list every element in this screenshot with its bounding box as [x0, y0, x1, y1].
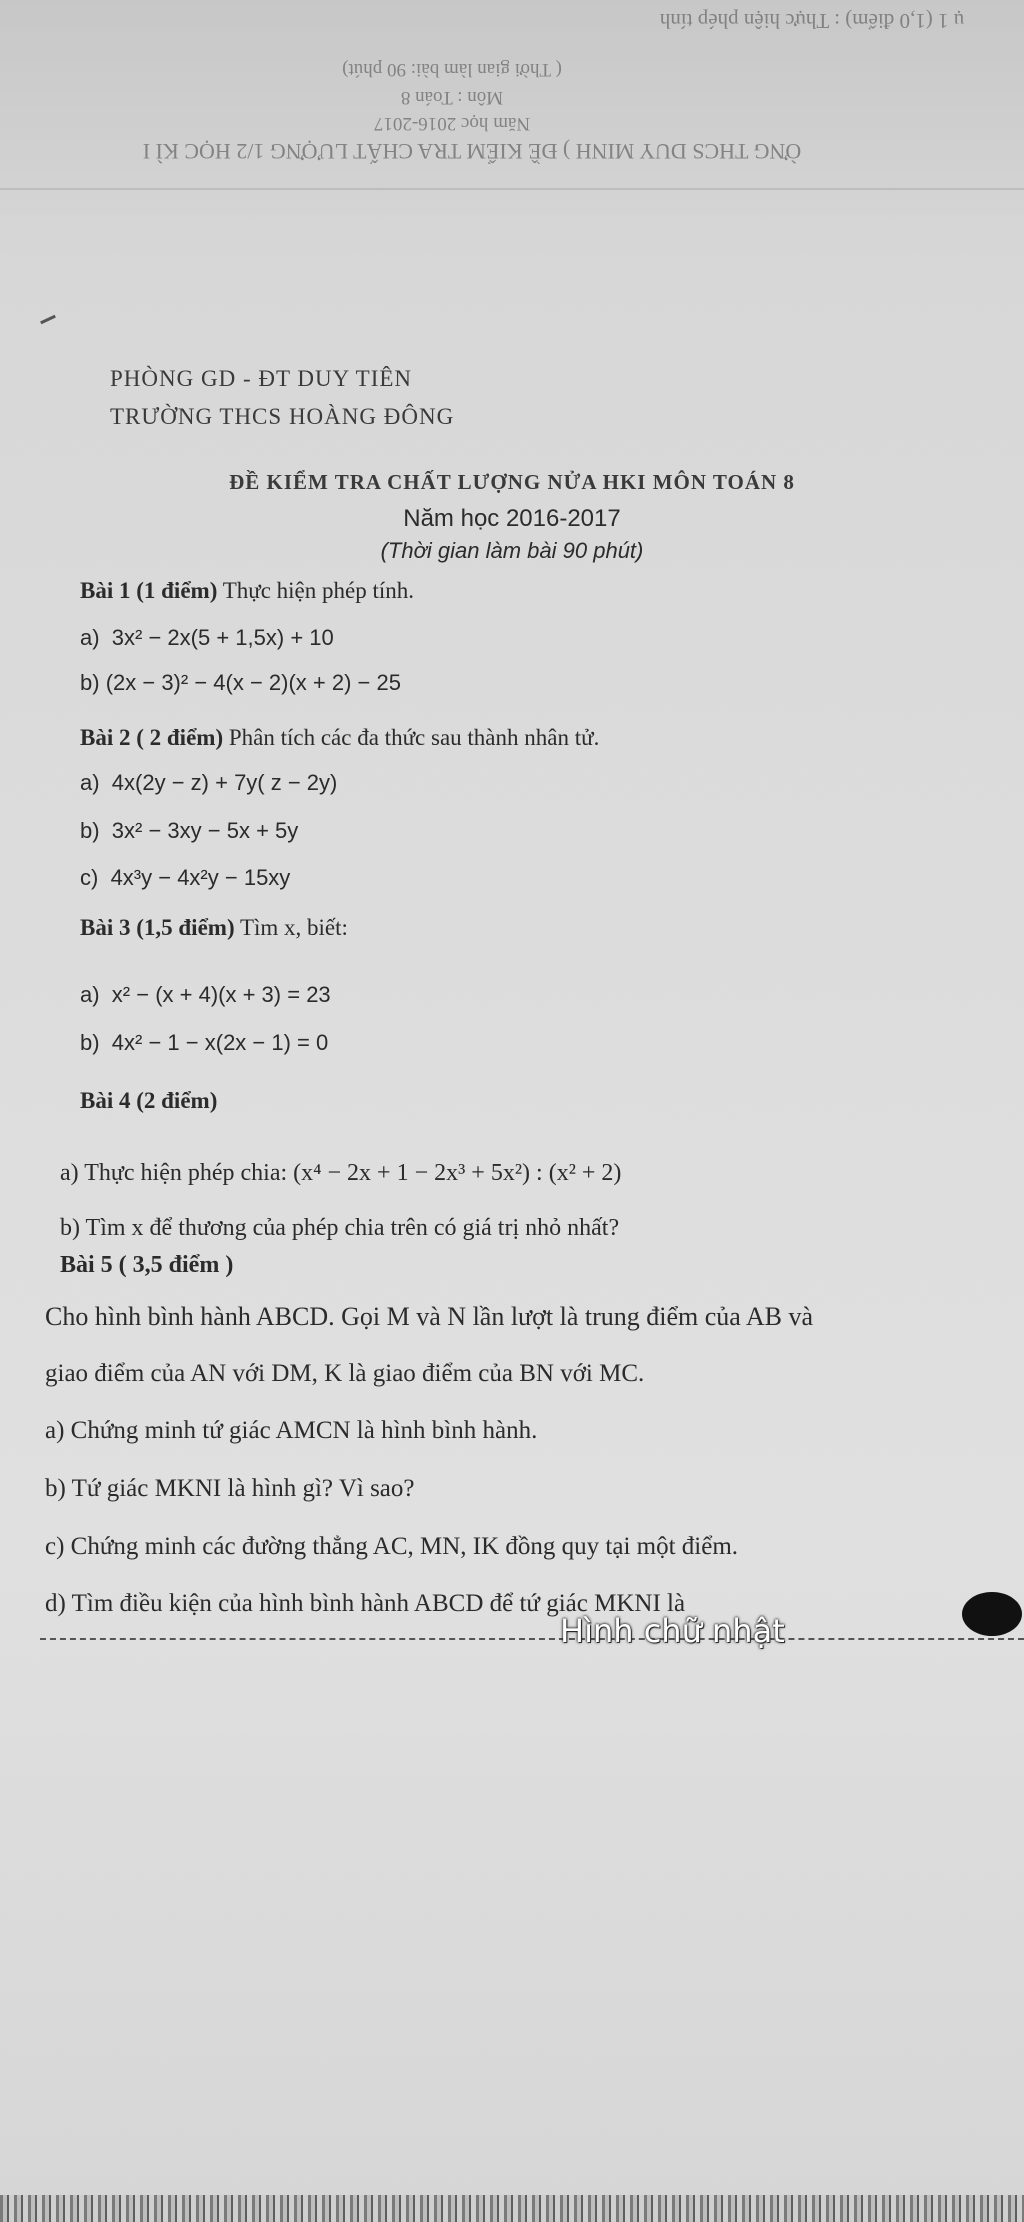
- exam-title: ĐỀ KIỂM TRA CHẤT LƯỢNG NỬA HKI MÔN TOÁN 8: [229, 470, 795, 494]
- bai2-b: [80, 818, 298, 844]
- bleed-line-3: Môn : Toán 8: [400, 87, 504, 108]
- bai3-b: [80, 1030, 328, 1056]
- bai1-title: Bài 1 (1 điểm): [80, 578, 218, 603]
- answer-dashed-line: [40, 1638, 1024, 1640]
- bai1-a-expr: 3x² − 2x(5 + 1,5x) + 10: [111, 625, 334, 650]
- bai2-c: [80, 865, 290, 891]
- bai1-a: [80, 625, 334, 651]
- bai2-a: [80, 770, 337, 796]
- bai3-a: [80, 982, 331, 1008]
- bai2-task: Phân tích các đa thức sau thành nhân tử.: [223, 725, 600, 750]
- time-limit: (Thời gian làm bài 90 phút): [380, 538, 644, 563]
- bai2-a-label: a): [80, 770, 100, 795]
- bai5-a: a) Chứng minh tứ giác AMCN là hình bình hành.: [45, 1417, 538, 1444]
- bai2-a-expr: 4x(2y − z) + 7y( z − 2y): [111, 770, 338, 795]
- bai2-title: Bài 2 ( 2 điểm): [80, 725, 224, 750]
- bai3-task: Tìm x, biết:: [234, 915, 348, 940]
- bai5-d: d) Tìm điều kiện của hình bình hành ABCD để tứ giác MKNI là: [45, 1590, 686, 1617]
- answer-overlay-text: Hình chữ nhật: [560, 1612, 785, 1650]
- bai5-paragraph-1: Cho hình bình hành ABCD. Gọi M và N lần lượt là trung điểm của AB và: [45, 1302, 814, 1331]
- ink-blot: [962, 1592, 1022, 1636]
- bai3-b-label: b): [80, 1030, 100, 1055]
- pen-mark: [40, 315, 56, 324]
- bai2-c-expr: 4x³y − 4x²y − 15xy: [110, 865, 291, 890]
- bai2-b-label: b): [80, 818, 100, 843]
- bai5-c: c) Chứng minh các đường thẳng AC, MN, IK đồng quy tại một điểm.: [45, 1533, 739, 1560]
- school-year: Năm học 2016-2017: [403, 505, 621, 532]
- bai4-b: b) Tìm x để thương của phép chia trên có giá trị nhỏ nhất?: [60, 1215, 620, 1241]
- bleed-line-2: ( Thời gian làm bài: 90 phút): [342, 59, 562, 80]
- bai1-b-expr: (2x − 3)² − 4(x − 2)(x + 2) − 25: [105, 670, 401, 695]
- department-name: PHÒNG GD - ĐT DUY TIÊN: [110, 366, 413, 391]
- bai5-b: b) Tứ giác MKNI là hình gì? Vì sao?: [45, 1475, 415, 1502]
- bai2-c-label: c): [80, 865, 99, 890]
- bai4-a: a) Thực hiện phép chia: (x⁴ − 2x + 1 − 2x³ + 5x²) : (x² + 2): [60, 1160, 622, 1186]
- page-crease: [0, 188, 1024, 190]
- bleed-line-4: Năm học 2016-2017: [373, 113, 531, 134]
- bai1-heading: [80, 578, 414, 604]
- school-name: TRƯỜNG THCS HOÀNG ĐÔNG: [110, 404, 455, 429]
- bai3-a-label: a): [80, 982, 100, 1007]
- bai1-task: Thực hiện phép tính.: [217, 578, 415, 603]
- bai5-paragraph-2: giao điểm của AN với DM, K là giao điểm của BN với MC.: [45, 1360, 645, 1387]
- bleed-line-1: ụ 1 (1,0 điểm) : Thực hiện phép tính: [659, 9, 965, 33]
- bai3-b-expr: 4x² − 1 − x(2x − 1) = 0: [111, 1030, 329, 1055]
- bottom-edge-noise: [0, 2195, 1024, 2222]
- bai3-heading: [80, 915, 348, 941]
- bai5-heading: Bài 5 ( 3,5 điểm ): [60, 1252, 234, 1278]
- bai1-b-label: b): [80, 670, 100, 695]
- bai3-a-expr: x² − (x + 4)(x + 3) = 23: [111, 982, 331, 1007]
- bai1-a-label: a): [80, 625, 100, 650]
- bai1-b: [80, 670, 401, 696]
- bai4-heading: Bài 4 (2 điểm): [80, 1088, 218, 1113]
- bai3-title: Bài 3 (1,5 điểm): [80, 915, 235, 940]
- bleed-line-5: ỜNG THCS DUY MINH ) ĐỀ KIỂM TRA CHẤT LƯỢNG 1/2 HỌC KÌ I: [142, 139, 802, 164]
- bai2-b-expr: 3x² − 3xy − 5x + 5y: [111, 818, 299, 843]
- bai2-heading: [80, 725, 599, 751]
